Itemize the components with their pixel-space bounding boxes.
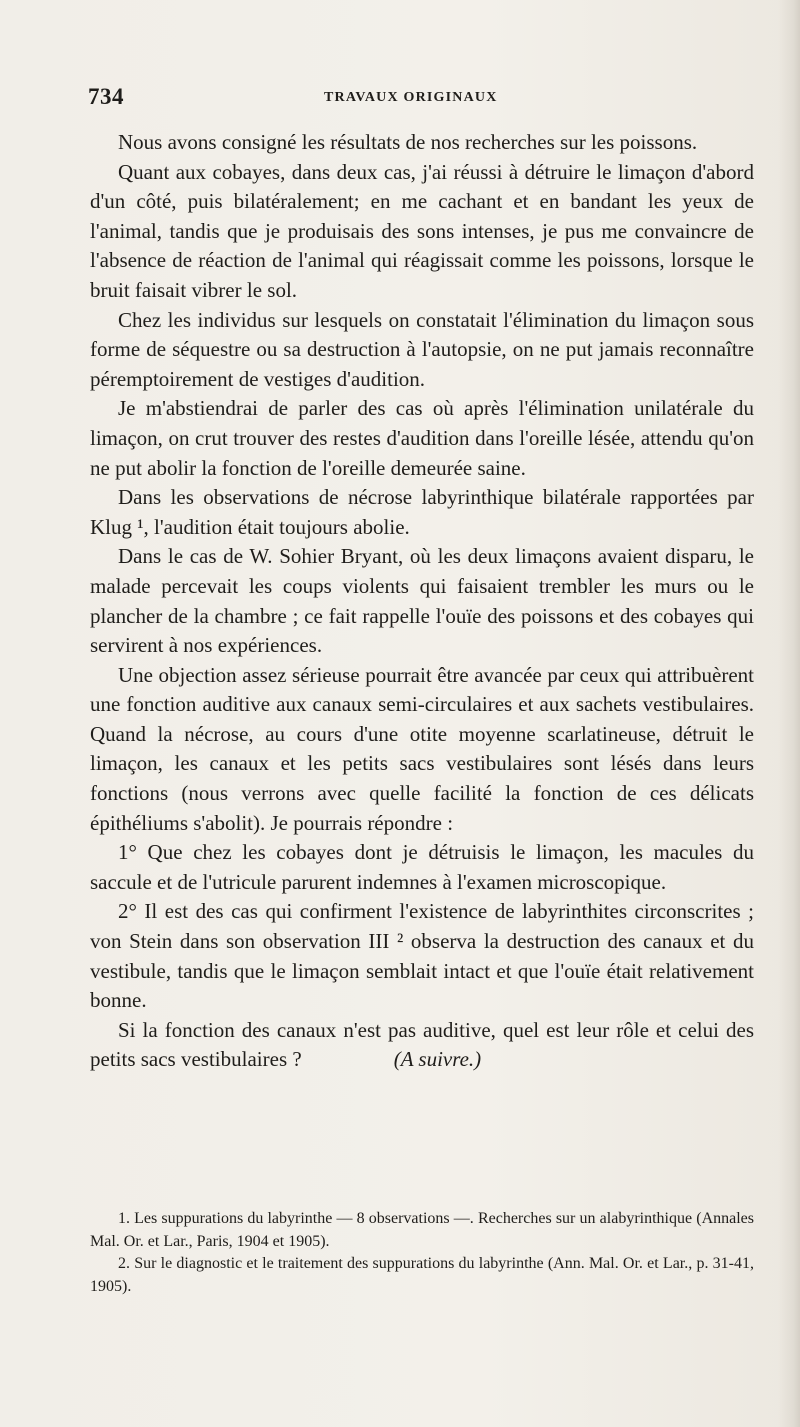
paragraph: Une objection assez sérieuse pourrait être avancée par ceux qui attribuèrent une fonction auditive aux canaux semi-circulaires et aux sachets vestibulaires. Quand la nécrose, au cours d'une otite moyenne scarlatineuse, détruit le limaçon, les canaux et les petits sacs vestibulaires sont lésés dans leurs fonctions (nous verrons avec quelle facilité la fonction de ces délicats épithéliums s'abolit). Je pourrais répondre : (90, 662, 754, 835)
footnotes (90, 1208, 754, 1298)
paragraph: Dans les observations de nécrose labyrinthique bilatérale rapportées par Klug ¹, l'audition était toujours abolie. (90, 485, 754, 539)
paragraph: Dans le cas de W. Sohier Bryant, où les deux limaçons avaient disparu, le malade percevait les coups violents qui faisaient trembler les murs ou le plancher de la chambre ; ce fait rappelle l'ouïe des poissons et des cobayes qui servirent à nos expériences. (90, 544, 754, 658)
paragraph: Quant aux cobayes, dans deux cas, j'ai réussi à détruire le limaçon d'abord d'un côté, puis bilatéralement; en me cachant et en bandant les yeux de l'animal, tandis que je produisais des sons intenses, je pus me convaincre de l'absence de réaction de l'animal qui réagissait comme les poissons, lorsque le bruit faisait vibrer le sol. (90, 159, 754, 302)
final-paragraph (90, 1016, 754, 1075)
paragraph: 1° Que chez les cobayes dont je détruisis le limaçon, les macules du saccule et de l'utricule parurent indemnes à l'examen microscopique. (90, 840, 754, 894)
paragraph: Nous avons consigné les résultats de nos recherches sur les poissons. (118, 130, 698, 154)
running-head: TRAVAUX ORIGINAUX (324, 90, 498, 105)
page-header (88, 84, 754, 114)
body-text (90, 128, 754, 1075)
paragraph: 2° Il est des cas qui confirment l'existence de labyrinthites circonscrites ; von Stein dans son observation III ² observa la destruction des canaux et du vestibule, tandis que le limaçon semblait intact et que l'ouïe était relativement bonne. (90, 899, 754, 1013)
continuation-note: (A suivre.) (393, 1047, 482, 1072)
footnote-2: 2. Sur le diagnostic et le traitement des suppurations du labyrinthe (Ann. Mal. Or. et Lar., p. 31-41, 1905). (90, 1255, 754, 1295)
paragraph: Je m'abstiendrai de parler des cas où après l'élimination unilatérale du limaçon, on crut trouver des restes d'audition dans l'oreille lésée, attendu qu'on ne put abolir la fonction de l'oreille demeurée saine. (90, 396, 754, 480)
page-edge-shadow (778, 0, 800, 1427)
footnote-1: 1. Les suppurations du labyrinthe — 8 observations —. Recherches sur un alabyrinthique (Annales Mal. Or. et Lar., Paris, 1904 et 1905). (90, 1210, 754, 1250)
page-number: 734 (88, 84, 124, 109)
paragraph: Chez les individus sur lesquels on constatait l'élimination du limaçon sous forme de séquestre ou sa destruction à l'autopsie, on ne put jamais reconnaître péremptoirement de vestiges d'audition. (90, 307, 754, 391)
final-paragraph-text: Si la fonction des canaux n'est pas auditive, quel est leur rôle et celui des petits sacs vestibulaires ? (90, 1017, 754, 1072)
